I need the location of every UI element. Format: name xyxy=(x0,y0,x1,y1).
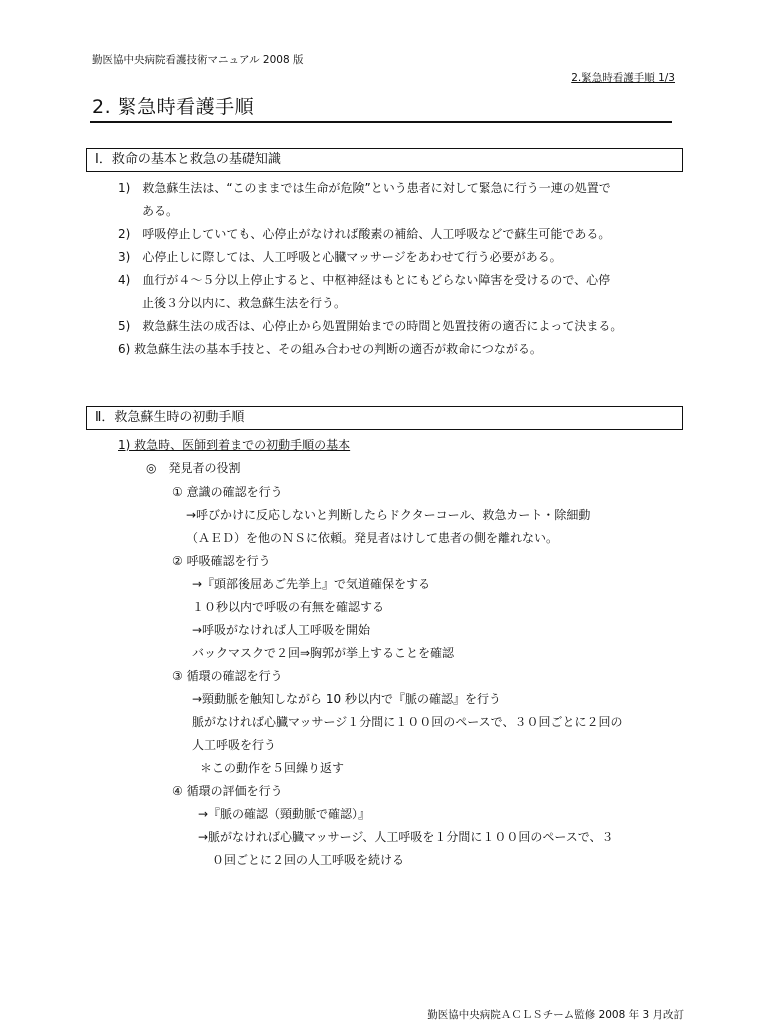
section1-heading-box xyxy=(86,148,683,172)
step4-line-3: ０回ごとに２回の人工呼吸を続ける xyxy=(212,853,405,867)
section2-heading: Ⅱ．救急蘇生時の初動手順 xyxy=(95,410,245,425)
step2-line-1: →『頭部後屈あご先挙上』で気道確保をする xyxy=(192,577,431,591)
section2-subheading: 1) 救急時、医師到着までの初動手順の基本 xyxy=(118,438,351,452)
section1-item-5: 5) 救急蘇生法の成否は、心停止から処置開始までの時間と処置技術の適否によって決まる。 xyxy=(118,319,623,333)
step2-title: ② 呼吸確認を行う xyxy=(172,554,271,568)
header-page-label: 2.緊急時看護手順 1/3 xyxy=(571,72,675,84)
step1-line-2: （ＡＥＤ）を他のＮＳに依頼。発見者はけして患者の側を離れない。 xyxy=(186,531,559,545)
finder-role-label: ◎ 発見者の役割 xyxy=(146,461,241,475)
step1-title: ① 意識の確認を行う xyxy=(172,485,283,499)
footer-supervision: 勤医協中央病院ＡＣＬＳチーム監修 2008 年 3 月改訂 xyxy=(427,1009,684,1021)
step2-line-2: １０秒以内で呼吸の有無を確認する xyxy=(192,600,385,614)
step4-line-2: →脈がなければ心臓マッサージ、人工呼吸を１分間に１００回のペースで、３ xyxy=(198,830,614,844)
section1-item-6: 6) 救急蘇生法の基本手技と、その組み合わせの判断の適否が救命につながる。 xyxy=(118,342,542,356)
step2-line-3: →呼吸がなければ人工呼吸を開始 xyxy=(192,623,371,637)
step3-line-2: 脈がなければ心臓マッサージ１分間に１００回のペースで、３０回ごとに２回の xyxy=(192,715,623,729)
step3-line-1: →頸動脈を触知しながら 10 秒以内で『脈の確認』を行う xyxy=(192,692,501,706)
section1-item-1: 1) 救急蘇生法は、“このままでは生命が危険”という患者に対して緊急に行う一連の処置で xyxy=(118,181,611,195)
step1-line-1: →呼びかけに反応しないと判断したらドクターコール、救急カート・除細動 xyxy=(186,508,591,522)
step4-title: ④ 循環の評価を行う xyxy=(172,784,283,798)
step4-line-1: →『脈の確認（頸動脈で確認）』 xyxy=(198,807,371,821)
step2-line-4: バックマスクで２回⇒胸郭が挙上することを確認 xyxy=(192,646,455,660)
section2-heading-box xyxy=(86,406,683,430)
header-manual-name: 勤医協中央病院看護技術マニュアル 2008 版 xyxy=(92,54,304,66)
section1-item-4-cont: 止後３分以内に、救急蘇生法を行う。 xyxy=(142,296,347,310)
section1-item-2: 2) 呼吸停止していても、心停止がなければ酸素の補給、人工呼吸などで蘇生可能である。 xyxy=(118,227,611,241)
section1-item-3: 3) 心停止しに際しては、人工呼吸と心臓マッサージをあわせて行う必要がある。 xyxy=(118,250,562,264)
section1-item-4: 4) 血行が４～５分以上停止すると、中枢神経はもとにもどらない障害を受けるので、心停 xyxy=(118,273,611,287)
section1-heading: Ⅰ．救命の基本と救急の基礎知識 xyxy=(95,152,281,167)
page-title: 2. 緊急時看護手順 xyxy=(92,96,255,118)
step3-line-3: 人工呼吸を行う xyxy=(192,738,277,752)
section1-item-1-cont: ある。 xyxy=(142,204,179,218)
title-underline xyxy=(90,121,672,123)
step3-title: ③ 循環の確認を行う xyxy=(172,669,283,683)
step3-note: ＊この動作を５回繰り返す xyxy=(200,761,345,775)
